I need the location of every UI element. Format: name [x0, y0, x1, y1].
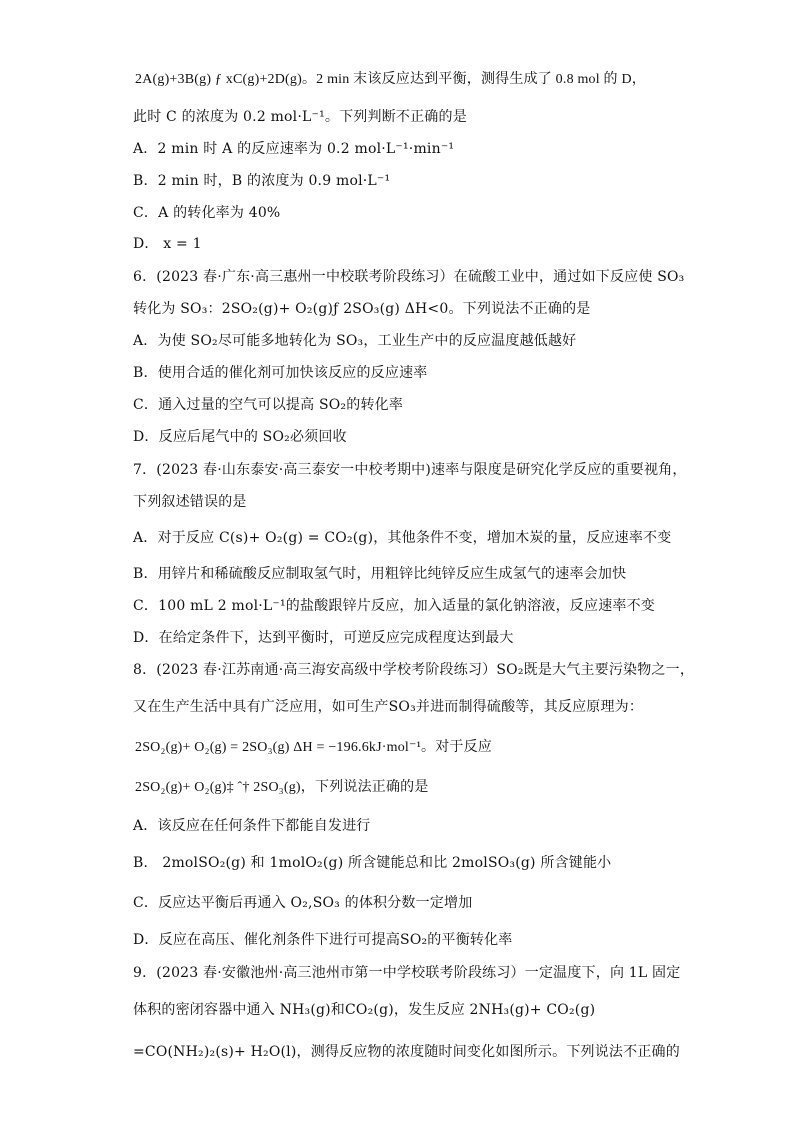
q6-stem-line-2: 转化为 SO₃：2SO₂(g)+ O₂(g)ƒ 2SO₃(g) ΔH<0。下列说法不正确的是: [133, 301, 591, 317]
q6-option-d: D．反应后尾气中的 SO₂必须回收: [133, 429, 347, 445]
q6-option-a: A．为使 SO₂尽可能多地转化为 SO₃，工业生产中的反应温度越低越好: [133, 333, 577, 349]
q9-stem-line-2: 体积的密闭容器中通入 NH₃(g)和CO₂(g)，发生反应 2NH₃(g)+ CO₂(g): [133, 1002, 596, 1018]
q9-stem-line-3: =CO(NH₂)₂(s)+ H₂O(l)，测得反应物的浓度随时间变化如图所示。下列说法不正确的: [133, 1044, 680, 1060]
q7-option-d: D．在给定条件下，达到平衡时，可逆反应完成程度达到最大: [133, 630, 514, 646]
q8-option-b: B． 2molSO₂(g) 和 1molO₂(g) 所含键能总和比 2molSO₃(g) 所含键能小: [133, 855, 612, 871]
q7-option-b: B．用锌片和稀硫酸反应制取氢气时，用粗锌比纯锌反应生成氢气的速率会加快: [133, 566, 627, 582]
q5-option-d: D． x = 1: [133, 236, 202, 252]
q8-option-d: D．反应在高压、催化剂条件下进行可提高SO₂的平衡转化率: [133, 932, 513, 948]
q8-stem-line-4: 2SO₂(g)+ O₂(g)‡ ˆ† 2SO₃(g)，下列说法正确的是: [135, 780, 429, 795]
q6-option-c: C．通入过量的空气可以提高 SO₂的转化率: [133, 397, 404, 413]
q8-option-a: A．该反应在任何条件下都能自发进行: [133, 818, 371, 834]
q8-stem-line-1: 8．(2023 春·江苏南通·高三海安高级中学校考阶段练习）SO₂既是大气主要污染物之一，: [133, 662, 695, 678]
q8-option-c: C．反应达平衡后再通入 O₂,SO₃ 的体积分数一定增加: [133, 895, 473, 911]
q5-option-c: C．A 的转化率为 40%: [133, 205, 281, 221]
q7-stem-line-1: 7．(2023 春·山东泰安·高三泰安一中校考期中)速率与限度是研究化学反应的重要视角，: [133, 462, 687, 478]
q5-option-a: A．2 min 时 A 的反应速率为 0.2 mol·L⁻¹·min⁻¹: [133, 141, 455, 157]
q9-stem-line-1: 9．(2023 春·安徽池州·高三池州市第一中学校联考阶段练习）一定温度下，向 1L 固定: [133, 965, 681, 981]
q7-option-c: C．100 mL 2 mol·L⁻¹的盐酸跟锌片反应，加入适量的氯化钠溶液，反应速率不变: [133, 598, 655, 614]
q5-option-b: B．2 min 时，B 的浓度为 0.9 mol·L⁻¹: [133, 173, 391, 189]
q7-stem-line-2: 下列叙述错误的是: [133, 494, 247, 510]
q5-stem-line-1: [135, 70, 646, 90]
q6-stem-line-1: 6．(2023 春·广东·高三惠州一中校联考阶段练习）在硫酸工业中，通过如下反应使 SO₃: [133, 269, 685, 285]
q5-stem-line-2: 此时 C 的浓度为 0.2 mol·L⁻¹。下列判断不正确的是: [133, 109, 467, 125]
q5-equation: 2A(g)+3B(g) ƒ xC(g)+2D(g): [135, 72, 302, 87]
q6-option-b: B．使用合适的催化剂可加快该反应的反应速率: [133, 365, 428, 381]
q8-stem-line-2: 又在生产生活中具有广泛应用，如可生产SO₃并进而制得硫酸等，其反应原理为：: [133, 699, 644, 715]
q5-stem-rest: 。2 min 末该反应达到平衡，测得生成了 0.8 mol 的 D，: [301, 72, 646, 87]
q8-stem-line-3: 2SO₂(g)+ O₂(g) = 2SO₃(g) ΔH = −196.6kJ·mol⁻¹。对于反应: [135, 740, 492, 755]
q7-option-a: A．对于反应 C(s)+ O₂(g) = CO₂(g)，其他条件不变，增加木炭的量，反应速率不变: [133, 530, 672, 546]
